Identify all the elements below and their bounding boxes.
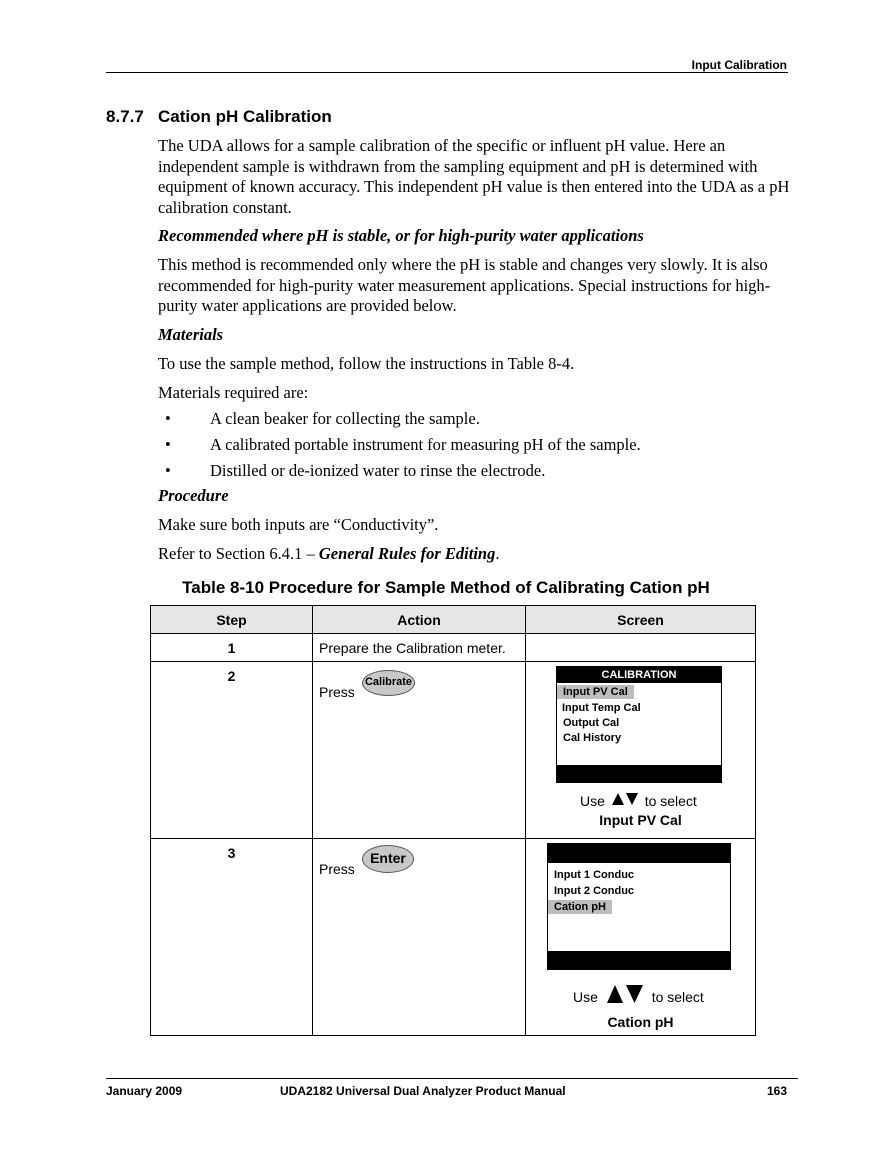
column-header-step: Step xyxy=(151,606,313,634)
intro-paragraph: The UDA allows for a sample calibration of the specific or influent pH value. Here an independent sample is withdrawn from the sampling equipment and pH is determined with equipment of known accuracy. This independent pH value is then entered into the UDA as a pH calibration constant. xyxy=(158,136,790,217)
lcd-title-bar xyxy=(548,844,730,863)
use-instruction: Use to select xyxy=(580,793,697,809)
section-title: Cation pH Calibration xyxy=(158,107,332,126)
table-row xyxy=(151,634,756,662)
lcd-menu-item: Input Temp Cal xyxy=(562,702,641,714)
screen-cell-empty xyxy=(526,634,756,662)
table-header-row xyxy=(151,606,756,634)
lcd-title: CALIBRATION xyxy=(557,667,721,683)
lcd-menu-item-selected: Cation pH xyxy=(548,900,612,914)
select-target: Cation pH xyxy=(607,1014,674,1030)
lcd-menu-item: Cal History xyxy=(563,732,622,744)
running-header: Input Calibration xyxy=(691,58,787,72)
list-item: • A clean beaker for collecting the sample. xyxy=(165,409,480,428)
press-label: Press xyxy=(319,861,355,877)
step-number: 1 xyxy=(151,634,313,662)
up-down-arrows-icon xyxy=(612,792,638,806)
footer-rule xyxy=(106,1078,798,1079)
enter-key-button: Enter xyxy=(362,845,414,873)
step-number: 3 xyxy=(151,839,313,1036)
page-number: 163 xyxy=(766,1084,787,1098)
screen-cell xyxy=(526,839,756,1036)
table-row xyxy=(151,662,756,839)
header-rule xyxy=(106,72,788,73)
lcd-menu-item: Input 2 Conduc xyxy=(554,885,635,897)
action-cell xyxy=(313,839,526,1036)
subhead-procedure: Procedure xyxy=(158,486,229,505)
subhead-recommended: Recommended where pH is stable, or for high-purity water applications xyxy=(158,226,644,245)
action-cell xyxy=(313,662,526,839)
subhead-materials: Materials xyxy=(158,325,224,344)
lcd-screen xyxy=(556,666,722,783)
procedure-line-1: Make sure both inputs are “Conductivity”. xyxy=(158,515,439,534)
recommended-paragraph: This method is recommended only where the pH is stable and changes very slowly. It is also recommended for high-purity water measurement applications. Special instructions for high-purity water applications are provided below. xyxy=(158,255,771,315)
materials-intro: To use the sample method, follow the instructions in Table 8-4. xyxy=(158,354,575,373)
table-row xyxy=(151,839,756,1036)
lcd-bottom-bar xyxy=(557,765,721,782)
section-heading xyxy=(106,107,332,127)
footer-date: January 2009 xyxy=(106,1084,183,1098)
step-number: 2 xyxy=(151,662,313,839)
footer-manual-title: UDA2182 Universal Dual Analyzer Product Manual xyxy=(280,1084,566,1098)
use-instruction: Use to select xyxy=(573,989,704,1005)
lcd-menu-item: Output Cal xyxy=(563,717,620,729)
lcd-bottom-bar xyxy=(548,951,730,969)
up-down-arrows-icon xyxy=(607,984,643,1004)
lcd-menu-item-selected: Input PV Cal xyxy=(557,685,634,699)
section-reference-link: General Rules for Editing xyxy=(318,544,496,563)
table-title: Table 8-10 Procedure for Sample Method of Calibrating Cation pH xyxy=(182,578,710,597)
calibrate-key-button: Calibrate xyxy=(362,670,415,696)
column-header-action: Action xyxy=(313,606,526,634)
lcd-screen xyxy=(547,843,731,970)
action-text: Prepare the Calibration meter. xyxy=(313,634,526,662)
press-label: Press xyxy=(319,684,355,700)
select-target: Input PV Cal xyxy=(599,812,682,828)
procedure-line-2: Refer to Section 6.4.1 – General Rules for Editing. xyxy=(158,544,500,563)
screen-cell xyxy=(526,662,756,839)
section-number: 8.7.7 xyxy=(106,107,144,126)
materials-required: Materials required are: xyxy=(158,383,309,402)
lcd-menu-item: Input 1 Conduc xyxy=(554,869,635,881)
list-item: • A calibrated portable instrument for measuring pH of the sample. xyxy=(165,435,641,454)
list-item: • Distilled or de-ionized water to rinse the electrode. xyxy=(165,461,546,480)
procedure-table xyxy=(150,605,756,1036)
column-header-screen: Screen xyxy=(526,606,756,634)
